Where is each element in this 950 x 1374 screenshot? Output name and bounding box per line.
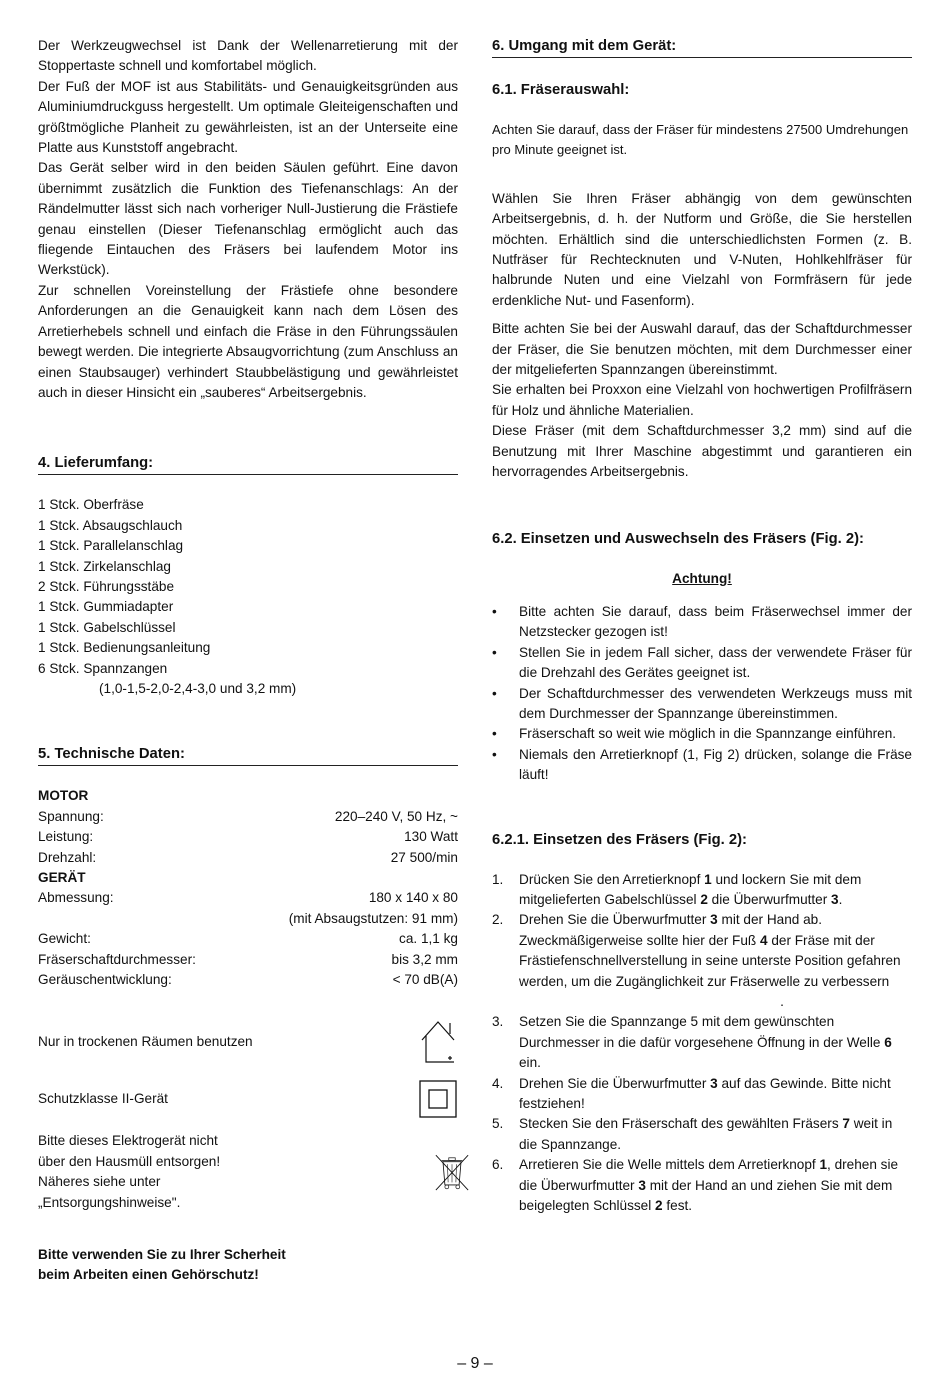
step-number: 6. <box>492 1157 504 1173</box>
spec-value: < 70 dB(A) <box>392 972 458 988</box>
step-item <box>492 910 912 992</box>
symbol-row-dry <box>38 1018 458 1066</box>
intro-paragraph-3: Das Gerät selber wird in den beiden Säulen geführt. Eine davon übernimmt zusätzlich die Funktion des Tiefenanschlags: An der Rändelmutter lässt sich nach vorheriger Null-Justierung die Frästiefe genau einstellen (Dieser Tiefenanschlag ermöglicht auch das fliegende Eintauchen des Fräsers bei laufendem Motor ins Werkstück). <box>38 160 458 278</box>
list-item-note: (1,0-1,5-2,0-2,4-3,0 und 3,2 mm) <box>99 680 297 696</box>
list-item: 1 Stck. Gummiadapter <box>38 599 174 615</box>
disposal-line: Näheres siehe unter <box>38 1174 161 1190</box>
spec-group-motor: MOTOR <box>38 788 89 804</box>
house-icon <box>418 1018 458 1066</box>
hearing-line: Bitte verwenden Sie zu Ihrer Scherheit <box>38 1247 286 1263</box>
spec-table <box>38 786 458 990</box>
list-item <box>492 643 912 684</box>
delivery-list <box>38 495 458 699</box>
bullet-icon: • <box>492 644 497 660</box>
step-item <box>492 1012 912 1073</box>
step-number: 4. <box>492 1075 504 1091</box>
spec-row <box>38 929 458 949</box>
section-heading-lieferumfang: 4. Lieferumfang: <box>38 453 458 475</box>
step-text: die Überwurfmutter <box>707 891 832 907</box>
step-text: Drehen Sie die Überwurfmutter <box>519 912 711 928</box>
list-item <box>492 745 912 786</box>
spec-value: ca. 1,1 kg <box>399 931 458 947</box>
step-text: fest. <box>662 1198 693 1214</box>
step-text: Drehen Sie die Überwurfmutter <box>519 1075 711 1091</box>
step-ref: 3 <box>710 912 718 928</box>
step-text: . <box>838 891 843 907</box>
spec-value: 27 500/min <box>390 849 458 865</box>
hearing-protection-note <box>38 1245 458 1286</box>
list-item: 1 Stck. Bedienungsanleitung <box>38 640 211 656</box>
stray-dot-row <box>492 992 912 1012</box>
section-heading-technische-daten: 5. Technische Daten: <box>38 744 458 766</box>
protection-class-ii-icon <box>418 1080 458 1118</box>
symbol-row-disposal <box>38 1131 458 1213</box>
step-ref: 1 <box>819 1157 828 1173</box>
list-item: 2 Stck. Führungsstäbe <box>38 578 175 594</box>
spec-row <box>38 807 458 827</box>
step-ref: 7 <box>842 1116 850 1132</box>
spec-value-note: (mit Absaugstutzen: 91 mm) <box>288 910 458 926</box>
step-item <box>492 1155 912 1216</box>
step-ref: 4 <box>759 932 768 948</box>
symbol-text-class2: Schutzklasse II-Gerät <box>38 1091 168 1107</box>
step-item <box>492 870 912 911</box>
section-heading-umgang: 6. Umgang mit dem Gerät: <box>492 36 912 58</box>
spec-group-geraet: GERÄT <box>38 870 86 885</box>
step-number: 5. <box>492 1116 504 1132</box>
spec-label: Geräuschentwicklung: <box>38 972 172 988</box>
intro-paragraph-1: Der Werkzeugwechsel ist Dank der Wellenarretierung mit der Stoppertaste schnell und komfortabel möglich. <box>38 38 458 74</box>
step-item <box>492 1074 912 1115</box>
bullet-icon: • <box>492 746 497 762</box>
rpm-note: Achten Sie darauf, dass der Fräser für mindestens 27500 Umdrehungen pro Minute geeignet ist. <box>492 122 909 158</box>
symbol-text-dry: Nur in trockenen Räumen benutzen <box>38 1034 253 1050</box>
spec-row <box>38 970 458 990</box>
symbol-row-class2 <box>38 1079 458 1119</box>
left-column <box>38 36 458 1286</box>
bullet-text: Fräserschaft so weit wie möglich in die Spannzange einführen. <box>519 726 897 742</box>
step-text: Setzen Sie die Spannzange 5 mit dem gewünschten Durchmesser in die dafür vorgesehene Öffnung in der Welle <box>519 1014 885 1050</box>
spec-value: 180 x 140 x 80 <box>368 890 458 906</box>
section-heading-fraeserauswahl: 6.1. Fräserauswahl: <box>492 82 630 98</box>
step-text: der Fräse mit der Frästiefenschnellverstellung in seine unterste Position gefahren werden, um die Zugänglichkeit zur Fräserwelle zu verbessern <box>519 932 901 989</box>
step-text: Drücken Sie den Arretierknopf <box>519 871 705 887</box>
spec-row <box>38 950 458 970</box>
step-text: und lockern Sie mit dem mitgelieferten Gabelschlüssel <box>519 871 862 907</box>
spec-label: Gewicht: <box>38 931 91 947</box>
step-text: mit der Hand ab. Zweckmäßigerweise sollte hier der Fuß <box>519 912 822 948</box>
bullet-text: Niemals den Arretierknopf (1, Fig 2) drücken, solange die Fräse läuft! <box>519 746 912 783</box>
right-column <box>492 36 912 1216</box>
bullet-icon: • <box>492 603 497 619</box>
step-number: 1. <box>492 871 504 887</box>
spec-value: 220–240 V, 50 Hz, ~ <box>334 808 458 824</box>
spec-value: 130 Watt <box>404 829 458 845</box>
intro-paragraph-4: Zur schnellen Voreinstellung der Frästiefe ohne besondere Anforderungen an die Genauigkeit kann nach dem Lösen des Arretierhebels schnell und einfach die Fräse in den Führungssäulen bewegt werden. Die integrierte Absaugvorrichtung (zum Anschluss an einen Staubsauger) verhindert Staubbelästigung und gewährleistet auch in dieser Hinsicht ein „sauberes“ Arbeitsergebnis. <box>38 282 458 400</box>
step-item <box>492 1114 912 1155</box>
hearing-line: beim Arbeiten einen Gehörschutz! <box>38 1267 259 1283</box>
spec-value: bis 3,2 mm <box>391 951 458 967</box>
warning-bullets <box>492 602 912 786</box>
page-number: – 9 – <box>457 1355 493 1372</box>
step-number: 2. <box>492 912 504 928</box>
step-text: ein. <box>519 1055 541 1071</box>
spec-row <box>38 848 458 868</box>
list-item: 1 Stck. Zirkelanschlag <box>38 558 171 574</box>
step-text: , drehen sie die Überwurfmutter <box>519 1157 899 1193</box>
step-text: Arretieren Sie die Welle mittels dem Arretierknopf <box>519 1157 820 1173</box>
section-heading-einsetzen: 6.2.1. Einsetzen des Fräsers (Fig. 2): <box>492 831 747 848</box>
bullet-text: Bitte achten Sie darauf, dass beim Fräserwechsel immer der Netzstecker gezogen ist! <box>519 603 912 640</box>
stray-dot: . <box>780 994 784 1009</box>
disposal-line: über den Hausmüll entsorgen! <box>38 1153 221 1169</box>
step-ref: 2 <box>700 891 708 907</box>
step-ref: 3 <box>638 1177 646 1193</box>
attention-text: Achtung! <box>672 570 732 586</box>
list-item: 1 Stck. Oberfräse <box>38 497 144 513</box>
bullet-text: Stellen Sie in jedem Fall sicher, dass der verwendete Fräser für die Drehzahl des Gerätes geeignet ist. <box>519 644 912 681</box>
disposal-line: „Entsorgungshinweise". <box>38 1194 181 1210</box>
disposal-line: Bitte dieses Elektrogerät nicht <box>38 1133 218 1149</box>
list-item: 1 Stck. Parallelanschlag <box>38 538 184 554</box>
spec-row <box>38 888 458 908</box>
spec-label: Abmessung: <box>38 890 114 906</box>
selection-paragraph-3: Sie erhalten bei Proxxon eine Vielzahl von hochwertigen Profilfräsern für Holz und ähnliche Materialien. <box>492 382 912 418</box>
step-number: 3. <box>492 1014 504 1030</box>
spec-label: Leistung: <box>38 829 94 845</box>
selection-paragraph-1: Wählen Sie Ihren Fräser abhängig von dem gewünschten Arbeitsergebnis, d. h. der Nutform und Größe, die Sie herstellen möchten. Erhältlich sind die unterschiedlichsten Formen (z. B. Nutfräser für Rechtecknuten und V-Nuten, Hohlkehlfräser für halbrunde Nuten und eine Vielzahl von Formfräsern für jede erdenkliche Nut- und Fasenform). <box>492 190 912 308</box>
step-ref: 2 <box>655 1198 663 1214</box>
bullet-icon: • <box>492 726 497 742</box>
step-ref: 1 <box>704 871 712 887</box>
bullet-icon: • <box>492 685 497 701</box>
list-item: 6 Stck. Spannzangen <box>38 660 168 676</box>
list-item <box>492 684 912 725</box>
crossed-bin-icon <box>432 1140 472 1204</box>
step-text: auf das Gewinde. Bitte nicht festziehen! <box>519 1075 891 1112</box>
spec-label: Drehzahl: <box>38 849 97 865</box>
step-ref: 6 <box>884 1034 892 1050</box>
bullet-text: Der Schaftdurchmesser des verwendeten Werkzeugs muss mit dem Durchmesser der Spannzange übereinstimmen. <box>519 685 912 721</box>
symbol-text-disposal <box>38 1131 220 1213</box>
step-text: weit in die Spannzange. <box>519 1116 893 1152</box>
insert-steps <box>492 870 912 1217</box>
list-item <box>492 724 912 744</box>
step-text: mit der Hand an und ziehen Sie mit dem beigelegten Schlüssel <box>519 1177 893 1214</box>
step-ref: 3 <box>710 1075 718 1091</box>
selection-paragraph-2: Bitte achten Sie bei der Auswahl darauf, das der Schaftdurchmesser der Fräser, die Sie benutzen möchten, mit dem Durchmesser einer der mitgelieferten Spannzangen übereinstimmt. <box>492 321 912 378</box>
list-item <box>492 602 912 643</box>
spec-label: Spannung: <box>38 808 104 824</box>
selection-paragraph-4: Diese Fräser (mit dem Schaftdurchmesser 3,2 mm) sind auf die Benutzung mit Ihrer Maschine abgestimmt und garantieren ein hervorragendes Arbeitsergebnis. <box>492 423 912 480</box>
step-text: Stecken Sie den Fräserschaft des gewählten Fräsers <box>519 1116 843 1132</box>
step-ref: 3 <box>831 891 839 907</box>
attention-label <box>492 569 912 589</box>
intro-paragraph-2: Der Fuß der MOF ist aus Stabilitäts- und Genauigkeitsgründen aus Aluminiumdruckguss hergestellt. Um optimale Gleiteigenschaften und größtmögliche Planheit zu gewährleisten, ist an der Unterseite eine Platte aus Kunststoff angebracht. <box>38 78 458 156</box>
spec-row <box>38 827 458 847</box>
list-item: 1 Stck. Absaugschlauch <box>38 517 183 533</box>
section-heading-einsetzen-auswechseln: 6.2. Einsetzen und Auswechseln des Fräsers (Fig. 2): <box>492 530 864 547</box>
list-item: 1 Stck. Gabelschlüssel <box>38 619 176 635</box>
spec-label: Fräserschaftdurchmesser: <box>38 951 196 967</box>
